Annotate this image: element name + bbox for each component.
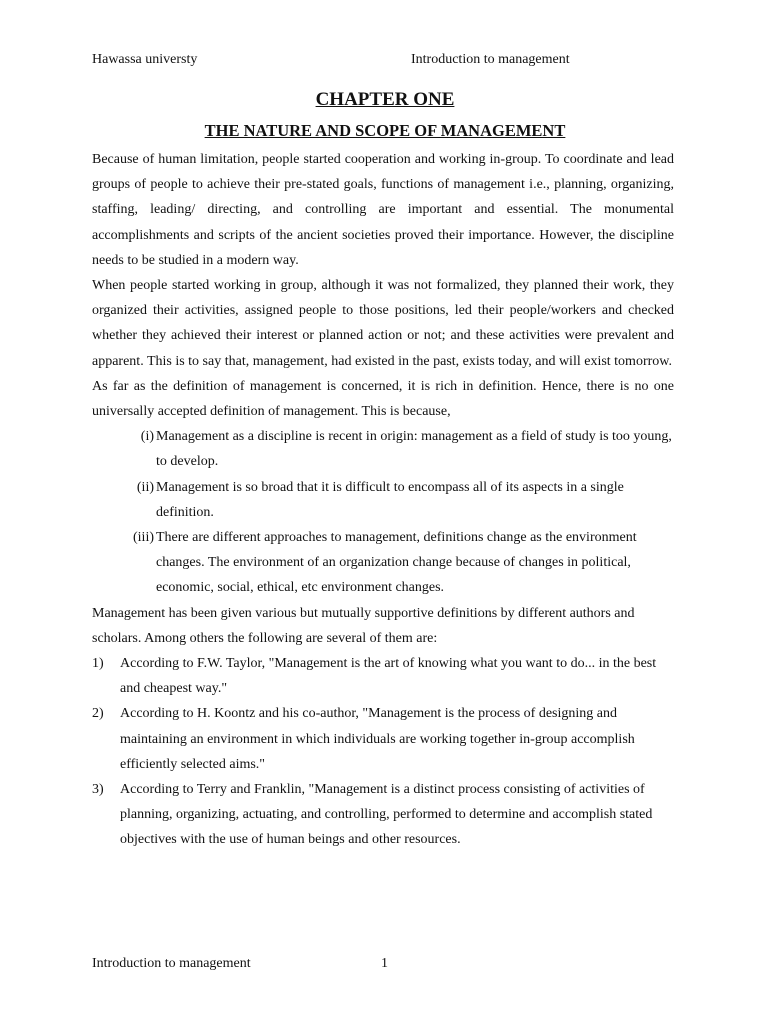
list-item xyxy=(92,701,674,777)
header-course-title: Introduction to management xyxy=(411,52,570,67)
list-item-text: There are different approaches to management, definitions change as the environment changes. The environment of an organization change because of changes in political, economic, social, ethical, etc environment changes. xyxy=(156,530,637,596)
list-item-number: 2) xyxy=(92,706,104,722)
header-institution: Hawassa universty xyxy=(92,52,198,67)
list-item xyxy=(92,475,674,525)
list-item-text: According to H. Koontz and his co-author, "Management is the process of designing and maintaining an environment in which individuals are working together in-group accomplish efficiently selected aims." xyxy=(120,706,635,772)
list-item-number: 3) xyxy=(92,782,104,798)
paragraph-definitions-intro: Management has been given various but mutually supportive definitions by different authors and scholars. Among others the following are several of them are: xyxy=(92,605,635,646)
reasons-list xyxy=(92,424,674,600)
list-item-text: According to F.W. Taylor, "Management is the art of knowing what you want to do... in the best and cheapest way." xyxy=(120,656,657,697)
list-item-text: Management as a discipline is recent in origin: management as a field of study is too young, to develop. xyxy=(156,429,672,470)
list-item xyxy=(92,525,674,601)
list-item-number: (ii) xyxy=(136,479,154,495)
list-item-number: (iii) xyxy=(133,530,154,546)
list-item-number: 1) xyxy=(92,656,104,672)
document-body xyxy=(92,147,674,853)
paragraph-intro: Because of human limitation, people started cooperation and working in-group. To coordinate and lead groups of people to achieve their pre-stated goals, functions of management i.e., planning, organizing, staffing, leading/ directing, and controlling are important and essential. The monumental accomplishments and scripts of the ancient societies proved their importance. However, the discipline needs to be studied in a modern way. xyxy=(92,152,674,268)
chapter-title: CHAPTER ONE xyxy=(315,89,455,110)
paragraph-definition: As far as the definition of management is concerned, it is rich in definition. Hence, there is no one universally accepted definition of management. This is because, xyxy=(92,378,674,420)
footer-course-title: Introduction to management xyxy=(92,956,251,971)
definitions-list xyxy=(92,651,674,853)
list-item xyxy=(92,777,674,853)
page-number: 1 xyxy=(381,956,388,971)
chapter-subtitle: THE NATURE AND SCOPE OF MANAGEMENT xyxy=(204,121,566,140)
paragraph-history: When people started working in group, although it was not formalized, they planned their work, they organized their activities, assigned people to those positions, led their people/workers and checked whether they achieved their interest or planned action or not; and these activities were prevalent and apparent. This is to say that, management, had existed in the past, exists today, and will exist tomorrow. xyxy=(92,278,674,369)
list-item-number: (i) xyxy=(140,429,154,445)
list-item-text: Management is so broad that it is difficult to encompass all of its aspects in a single definition. xyxy=(156,479,624,520)
list-item xyxy=(92,651,674,701)
list-item xyxy=(92,424,674,474)
list-item-text: According to Terry and Franklin, "Management is a distinct process consisting of activities of planning, organizing, actuating, and controlling, performed to determine and accomplish stated objectives with the use of human beings and other resources. xyxy=(120,782,653,848)
